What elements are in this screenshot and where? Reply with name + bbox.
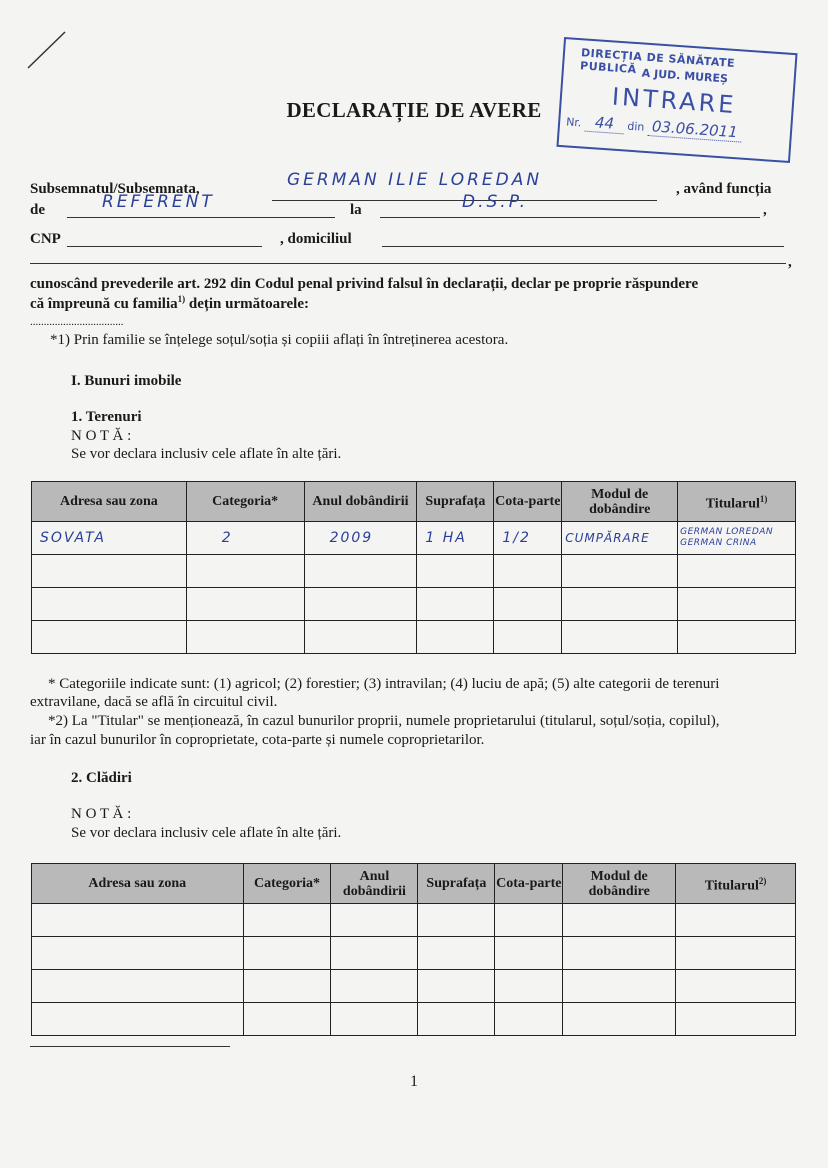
table-row	[32, 937, 796, 970]
page-title: DECLARAȚIE DE AVERE	[286, 98, 542, 122]
stamp-institution: DIRECȚIA DE SĂNĂTATE PUBLICĂ	[579, 46, 736, 77]
terenuri-col-cota: Cota-parte	[494, 482, 562, 522]
page-number: 1	[410, 1073, 418, 1090]
nota-text-2: Se vor declara inclusiv cele aflate în alte țări.	[71, 825, 342, 841]
cell-adresa[interactable]: SOVATA	[32, 522, 187, 555]
terenuri-col-suprafata: Suprafața	[417, 482, 494, 522]
section-bunuri-imobile: I. Bunuri imobile	[71, 373, 182, 389]
cnp-field[interactable]	[67, 226, 262, 247]
terenuri-col-adresa: Adresa sau zona	[32, 482, 187, 522]
terenuri-col-titular: Titularul$^{1)}$	[678, 482, 796, 522]
cell-anul[interactable]: 2009	[304, 522, 417, 555]
cell-categoria[interactable]: 2	[186, 522, 304, 555]
functia-label: , având funcția	[676, 181, 772, 197]
categorii-note-line2: extravilane, dacă se află în circuitul civil.	[30, 694, 278, 710]
la-label: la	[350, 202, 362, 218]
footnote-separator: ..................................	[30, 316, 124, 328]
cnp-label: CNP	[30, 231, 61, 247]
table-row	[32, 970, 796, 1003]
table-row	[32, 904, 796, 937]
institutie-field[interactable]	[380, 192, 760, 218]
comma-1: ,	[763, 202, 767, 218]
registration-stamp	[556, 37, 797, 163]
cladiri-col-anul: Anul dobândirii	[331, 864, 418, 904]
subsection-terenuri: 1. Terenuri	[71, 409, 142, 425]
terenuri-col-anul: Anul dobândirii	[304, 482, 417, 522]
cladiri-table	[31, 863, 796, 1036]
cell-titular[interactable]: GERMAN LOREDAN GERMAN CRINA	[678, 522, 796, 555]
cladiri-header-row	[32, 864, 796, 904]
cladiri-col-adresa: Adresa sau zona	[32, 864, 244, 904]
cladiri-col-modul: Modul de dobândire	[563, 864, 676, 904]
stamp-county: A JUD. MUREȘ	[641, 66, 729, 86]
terenuri-col-modul: Modul de dobândire	[562, 482, 678, 522]
intro-paragraph-line1: cunoscând prevederile art. 292 din Codul penal privind falsul în declarații, declar pe proprie răspundere	[30, 276, 699, 292]
cell-modul[interactable]: CUMPĂRARE	[562, 522, 678, 555]
functia-value: REFERENT	[102, 192, 215, 212]
cladiri-col-cota: Cota-parte	[495, 864, 563, 904]
stamp-date-value: 03.06.2011	[647, 117, 742, 143]
footnote-rule	[30, 1046, 230, 1047]
table-row	[32, 555, 796, 588]
nota-label-2: N O T Ă :	[71, 806, 132, 822]
name-value: GERMAN ILIE LOREDAN	[287, 170, 543, 190]
stamp-number-line: Nr. 44 din 03.06.2011	[566, 111, 743, 141]
terenuri-col-categoria: Categoria*	[186, 482, 304, 522]
nota-label-1: N O T Ă :	[71, 428, 132, 444]
domiciliul-label: , domiciliul	[280, 231, 352, 247]
table-row	[32, 1003, 796, 1036]
table-row	[32, 588, 796, 621]
stamp-intrare: INTRARE	[611, 82, 738, 120]
titular-note-line2: iar în cazul bunurilor în coproprietate, cota-parte și numele coproprietarilor.	[30, 732, 485, 748]
titular-note-line1: *2) La "Titular" se menționează, în cazul bunurilor proprii, numele proprietarului (titularul, soțul/soția, copilul),	[48, 713, 720, 729]
subsection-cladiri: 2. Clădiri	[71, 770, 132, 786]
table-row	[32, 621, 796, 654]
categorii-note-line1: * Categoriile indicate sunt: (1) agricol; (2) forestier; (3) intravilan; (4) luciu de apă; (5) alte categorii de terenuri	[48, 676, 720, 692]
cell-cota[interactable]: 1/2	[494, 522, 562, 555]
table-row	[32, 522, 796, 555]
footnote-familie: *1) Prin familie se înțelege soțul/soția și copiii aflați în întreținerea acestora.	[50, 332, 509, 348]
cladiri-col-suprafata: Suprafața	[418, 864, 495, 904]
terenuri-header-row	[32, 482, 796, 522]
cladiri-col-categoria: Categoria*	[243, 864, 331, 904]
domiciliul-field[interactable]	[382, 226, 784, 247]
nota-text-1: Se vor declara inclusiv cele aflate în alte țări.	[71, 446, 342, 462]
functia-field[interactable]	[67, 192, 335, 218]
pen-slash-mark	[25, 28, 70, 73]
terenuri-table	[31, 481, 796, 654]
cladiri-col-titular: Titularul$^{2)}$	[676, 864, 796, 904]
domiciliul-field-continued[interactable]	[30, 247, 786, 264]
stamp-nr-value: 44	[584, 113, 624, 135]
de-label: de	[30, 202, 45, 218]
subsemnatul-label: Subsemnatul/Subsemnata,	[30, 181, 200, 197]
institutie-value: D.S.P.	[462, 192, 529, 212]
intro-paragraph-line2: că împreună cu familia$^{1)}$ dețin următoarele:	[30, 294, 310, 312]
comma-2: ,	[788, 254, 792, 270]
cell-suprafata[interactable]: 1 HA	[417, 522, 494, 555]
